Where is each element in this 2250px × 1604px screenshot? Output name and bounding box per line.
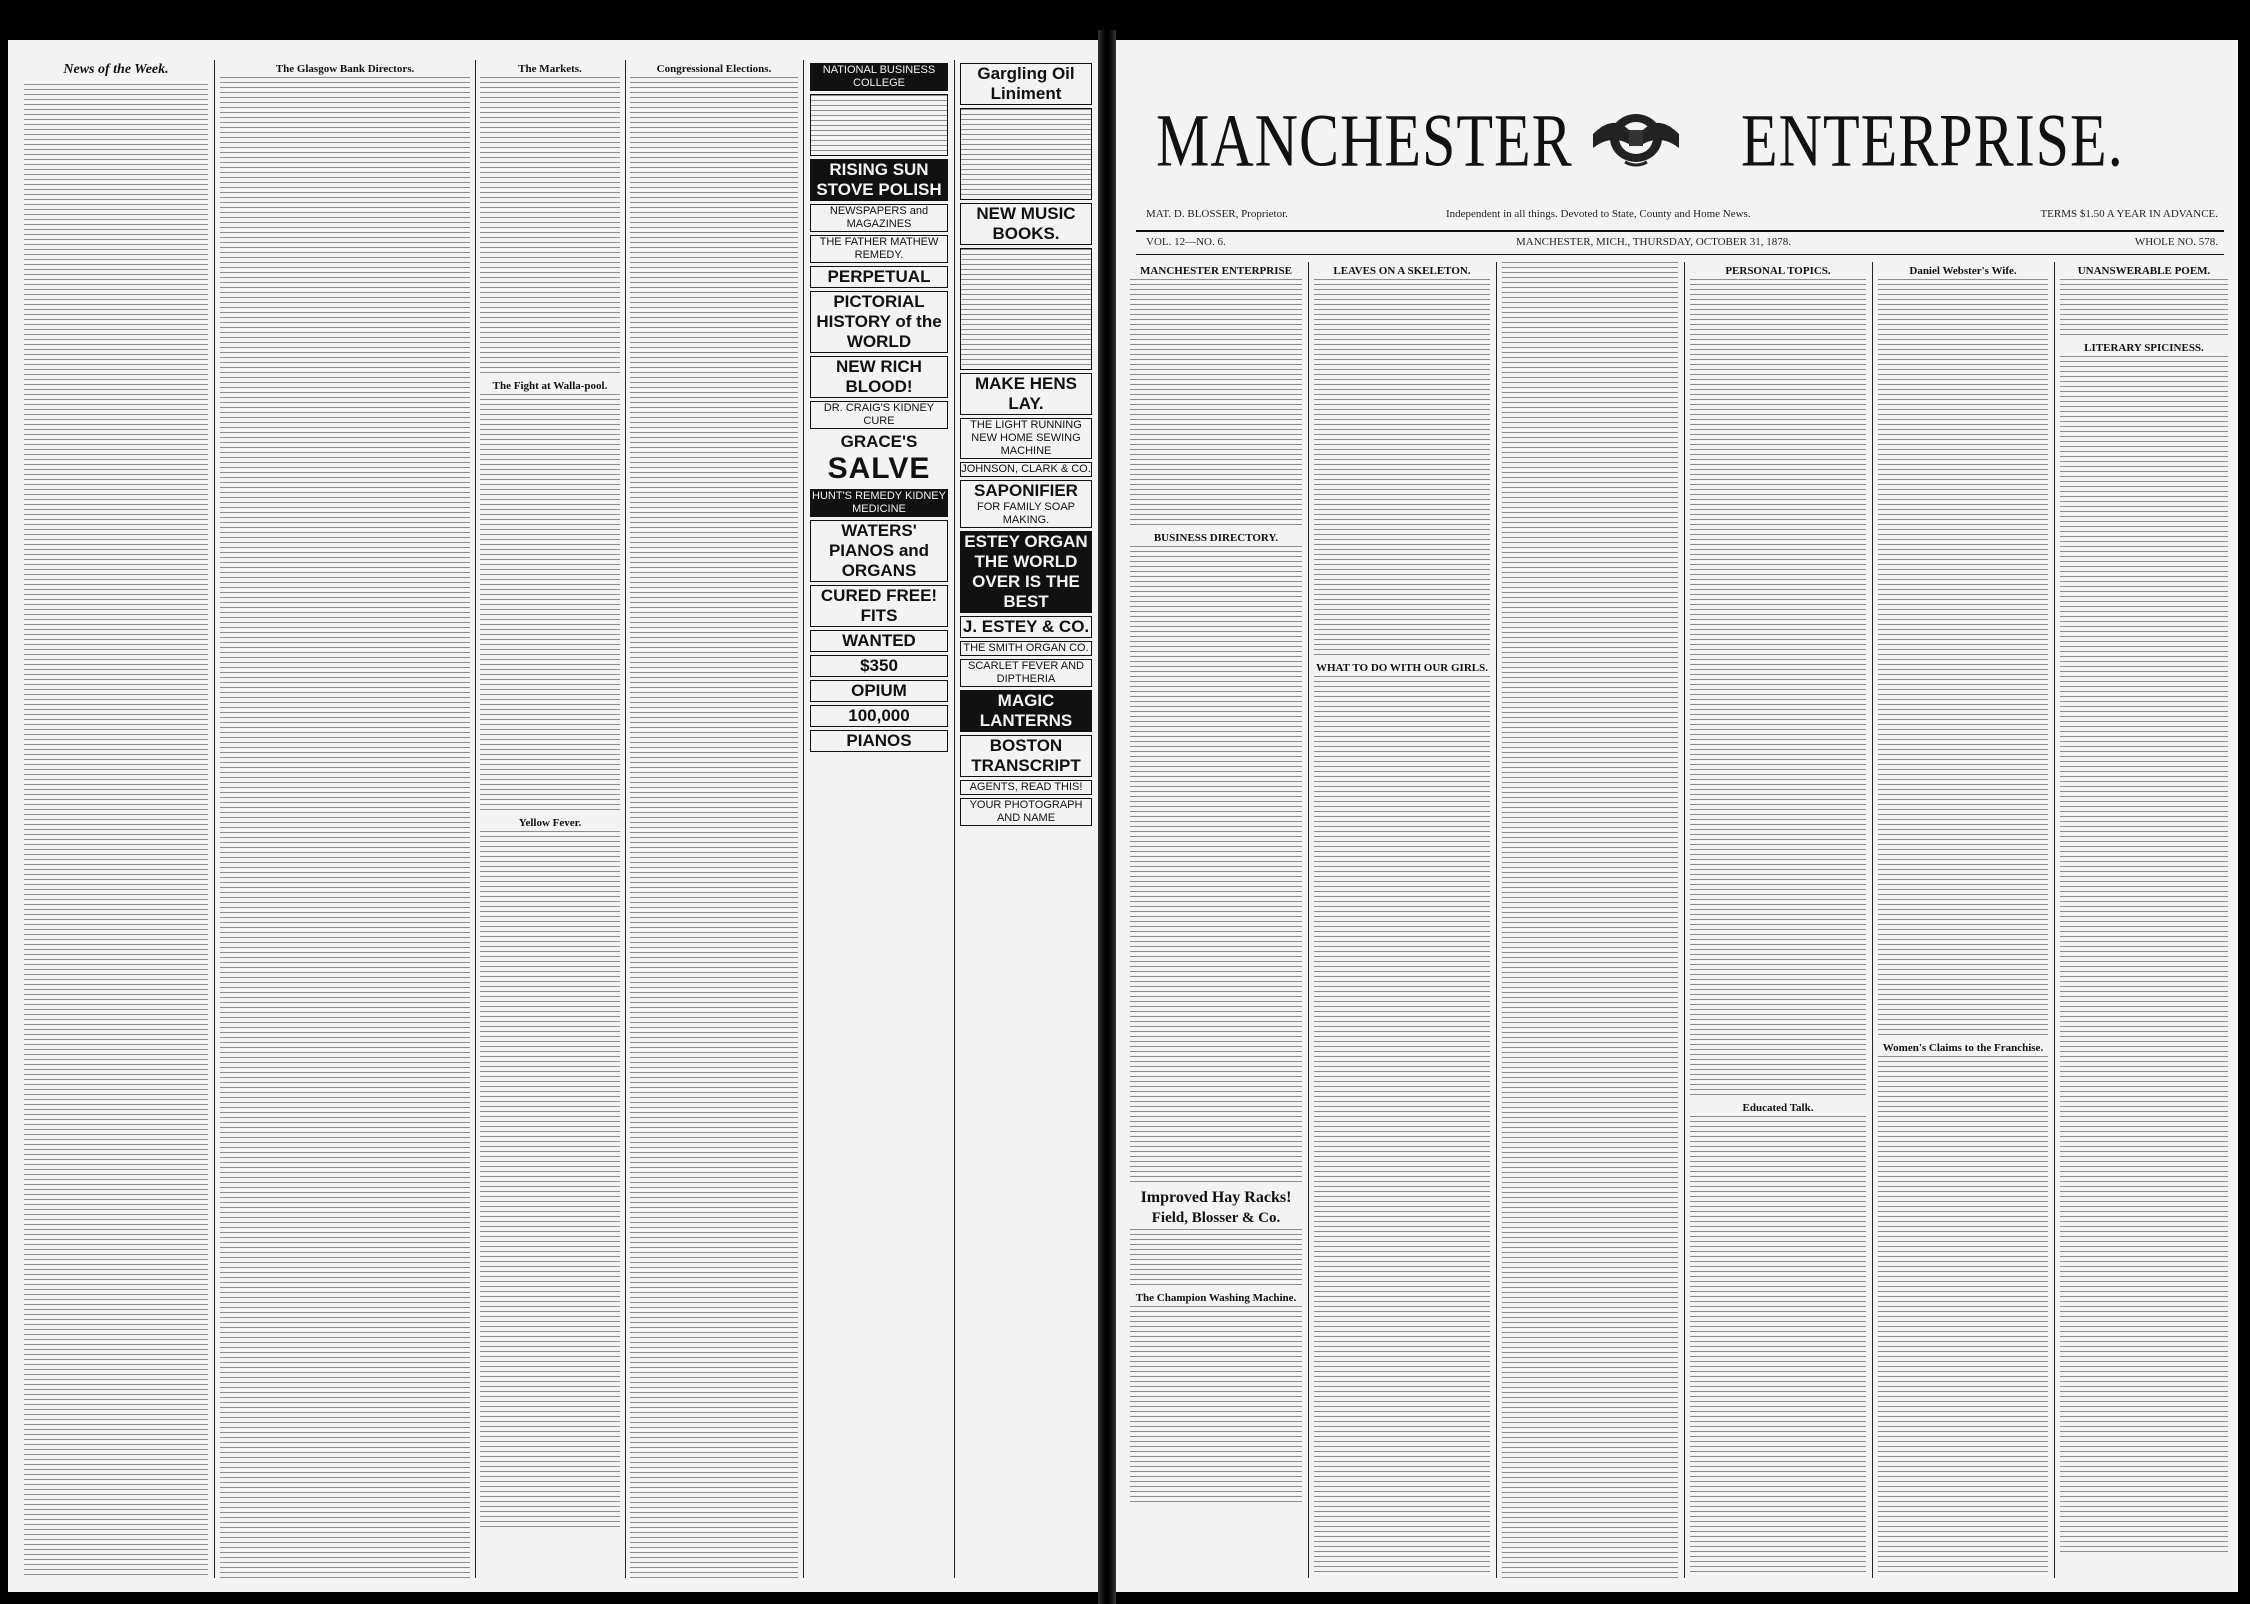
ad-pianos: PIANOS (810, 730, 948, 752)
right-column-2 (1314, 262, 1490, 1578)
fever-text-block (480, 831, 620, 1531)
ad-make-hens-lay: MAKE HENS LAY. (960, 373, 1092, 415)
masthead-rule (1136, 254, 2224, 255)
left-column-1 (24, 60, 208, 1578)
ad-magic-lanterns: MAGIC LANTERNS (960, 690, 1092, 732)
ad-100000: 100,000 (810, 705, 948, 727)
ad-gargling-oil: Gargling Oil Liniment (960, 63, 1092, 105)
proprietor-line: MAT. D. BLOSSER, Proprietor. (1146, 208, 1288, 220)
skeleton-heading: LEAVES ON A SKELETON. (1333, 265, 1471, 277)
state-seal-icon (1591, 104, 1681, 168)
left-column-4 (630, 60, 798, 1578)
ad-wanted: WANTED (810, 630, 948, 652)
masthead-title-left: MANCHESTER (1156, 99, 1573, 182)
educated-text-block (1690, 1116, 1866, 1576)
news-text-block (24, 84, 208, 1578)
terms-line: TERMS $1.50 A YEAR IN ADVANCE. (2040, 208, 2218, 220)
ad-j-estey: J. ESTEY & CO. (960, 616, 1092, 638)
ad-business-college: NATIONAL BUSINESS COLLEGE (810, 63, 948, 91)
girls-heading: WHAT TO DO WITH OUR GIRLS. (1316, 662, 1488, 674)
ad-your-photograph: YOUR PHOTOGRAPH AND NAME (960, 798, 1092, 826)
field-blosser-ad: Field, Blosser & Co. (1151, 1210, 1281, 1226)
spiciness-heading: LITERARY SPICINESS. (2084, 342, 2204, 354)
ad-smith-organ: THE SMITH ORGAN CO. (960, 641, 1092, 656)
spiciness-text-block (2060, 356, 2228, 1556)
right-column-1 (1130, 262, 1302, 1578)
publisher-text-block (1130, 279, 1302, 529)
ad-boston-transcript: BOSTON TRANSCRIPT (960, 735, 1092, 777)
markets-heading: The Markets. (518, 63, 582, 75)
business-directory-heading: BUSINESS DIRECTORY. (1153, 532, 1279, 544)
ad-kidney-cure: DR. CRAIG'S KIDNEY CURE (810, 401, 948, 429)
masthead (1116, 98, 2238, 182)
ad-father-mathew: THE FATHER MATHEW REMEDY. (810, 235, 948, 263)
glasgow-bank-heading: The Glasgow Bank Directors. (275, 63, 415, 75)
ad-text-block (1130, 1306, 1302, 1506)
congress-text-block (630, 77, 798, 1578)
ad-placeholder (960, 248, 1092, 370)
washing-machine-ad: The Champion Washing Machine. (1135, 1292, 1297, 1304)
ad-350: $350 (810, 655, 948, 677)
ad-estey-organ: ESTEY ORGAN THE WORLD OVER IS THE BEST (960, 531, 1092, 613)
ad-new-home-sewing: THE LIGHT RUNNING NEW HOME SEWING MACHINE (960, 418, 1092, 459)
ad-column-2 (958, 60, 1094, 1578)
fight-heading: The Fight at Walla-pool. (492, 380, 608, 392)
ad-newspapers: NEWSPAPERS and MAGAZINES (810, 204, 948, 232)
column-rule (1496, 262, 1497, 1578)
ad-hunts-remedy: HUNT'S REMEDY KIDNEY MEDICINE (810, 489, 948, 517)
whole-no-line: WHOLE NO. 578. (2134, 236, 2218, 248)
left-page (8, 40, 1098, 1592)
franchise-text-block (1878, 1056, 2048, 1576)
ad-waters-pianos: WATERS' PIANOS and ORGANS (810, 520, 948, 582)
column-rule (214, 60, 215, 1578)
right-page (1116, 40, 2238, 1592)
column-rule (803, 60, 804, 1578)
motto-line: Independent in all things. Devoted to State, County and Home News. (1446, 208, 1751, 220)
ad-text-block (1130, 1229, 1302, 1289)
congress-heading: Congressional Elections. (656, 63, 772, 75)
ad-saponifier: SAPONIFIER FOR FAMILY SOAP MAKING. (960, 480, 1092, 528)
right-column-4 (1690, 262, 1866, 1578)
ad-rising-sun: RISING SUN STOVE POLISH (810, 159, 948, 201)
personal-text-block (1690, 279, 1866, 1099)
volume-line: VOL. 12—NO. 6. (1146, 236, 1226, 248)
left-column-3 (480, 60, 620, 1578)
fight-text-block (480, 394, 620, 814)
directory-text-block (1130, 546, 1302, 1186)
column-rule (475, 60, 476, 1578)
column-rule (2054, 262, 2055, 1578)
ad-agents-read: AGENTS, READ THIS! (960, 780, 1092, 795)
ad-pictorial-history: PICTORIAL HISTORY of the WORLD (810, 291, 948, 353)
ad-graces-salve: GRACE'S SALVE (827, 432, 931, 485)
ad-cured-free: CURED FREE! FITS (810, 585, 948, 627)
left-column-2 (220, 60, 470, 1578)
markets-text-block (480, 77, 620, 377)
ad-placeholder (960, 108, 1092, 200)
franchise-heading: Women's Claims to the Franchise. (1882, 1042, 2044, 1054)
column-rule (625, 60, 626, 1578)
skeleton-text-block (1314, 279, 1490, 659)
hay-racks-ad: Improved Hay Racks! (1140, 1189, 1292, 1206)
right-column-3 (1502, 262, 1678, 1578)
educated-talk-heading: Educated Talk. (1742, 1102, 1814, 1114)
enterprise-heading: MANCHESTER ENTERPRISE (1140, 265, 1292, 277)
ad-perpetual: PERPETUAL (810, 266, 948, 288)
page-gutter (1098, 30, 1116, 1604)
poem-text-block (2060, 279, 2228, 339)
ad-column-1 (808, 60, 950, 1578)
masthead-rule (1136, 230, 2224, 232)
column-rule (1872, 262, 1873, 1578)
ad-opium: OPIUM (810, 680, 948, 702)
personal-topics-heading: PERSONAL TOPICS. (1725, 265, 1831, 277)
girls-text-block (1314, 676, 1490, 1576)
ad-placeholder (810, 94, 948, 156)
webster-text-block (1878, 279, 2048, 1039)
column-rule (1684, 262, 1685, 1578)
webster-wife-heading: Daniel Webster's Wife. (1909, 265, 2017, 277)
glasgow-text-block (220, 77, 470, 1578)
ad-scarlet-fever: SCARLET FEVER AND DIPTHERIA (960, 659, 1092, 687)
column-rule (954, 60, 955, 1578)
dateline: MANCHESTER, MICH., THURSDAY, OCTOBER 31, 1878. (1516, 236, 1791, 248)
poem-heading: UNANSWERABLE POEM. (2077, 265, 2211, 277)
ad-new-music-books: NEW MUSIC BOOKS. (960, 203, 1092, 245)
ad-new-rich-blood: NEW RICH BLOOD! (810, 356, 948, 398)
right-column-5 (1878, 262, 2048, 1578)
masthead-title-right: ENTERPRISE. (1741, 99, 2124, 182)
right-column-6 (2060, 262, 2228, 1578)
ad-johnson-clark: JOHNSON, CLARK & CO. (961, 463, 1091, 475)
yellow-fever-heading: Yellow Fever. (518, 817, 582, 829)
column-rule (1308, 262, 1309, 1578)
story-text-block (1502, 262, 1678, 1578)
news-of-week-heading: News of the Week. (63, 62, 169, 77)
